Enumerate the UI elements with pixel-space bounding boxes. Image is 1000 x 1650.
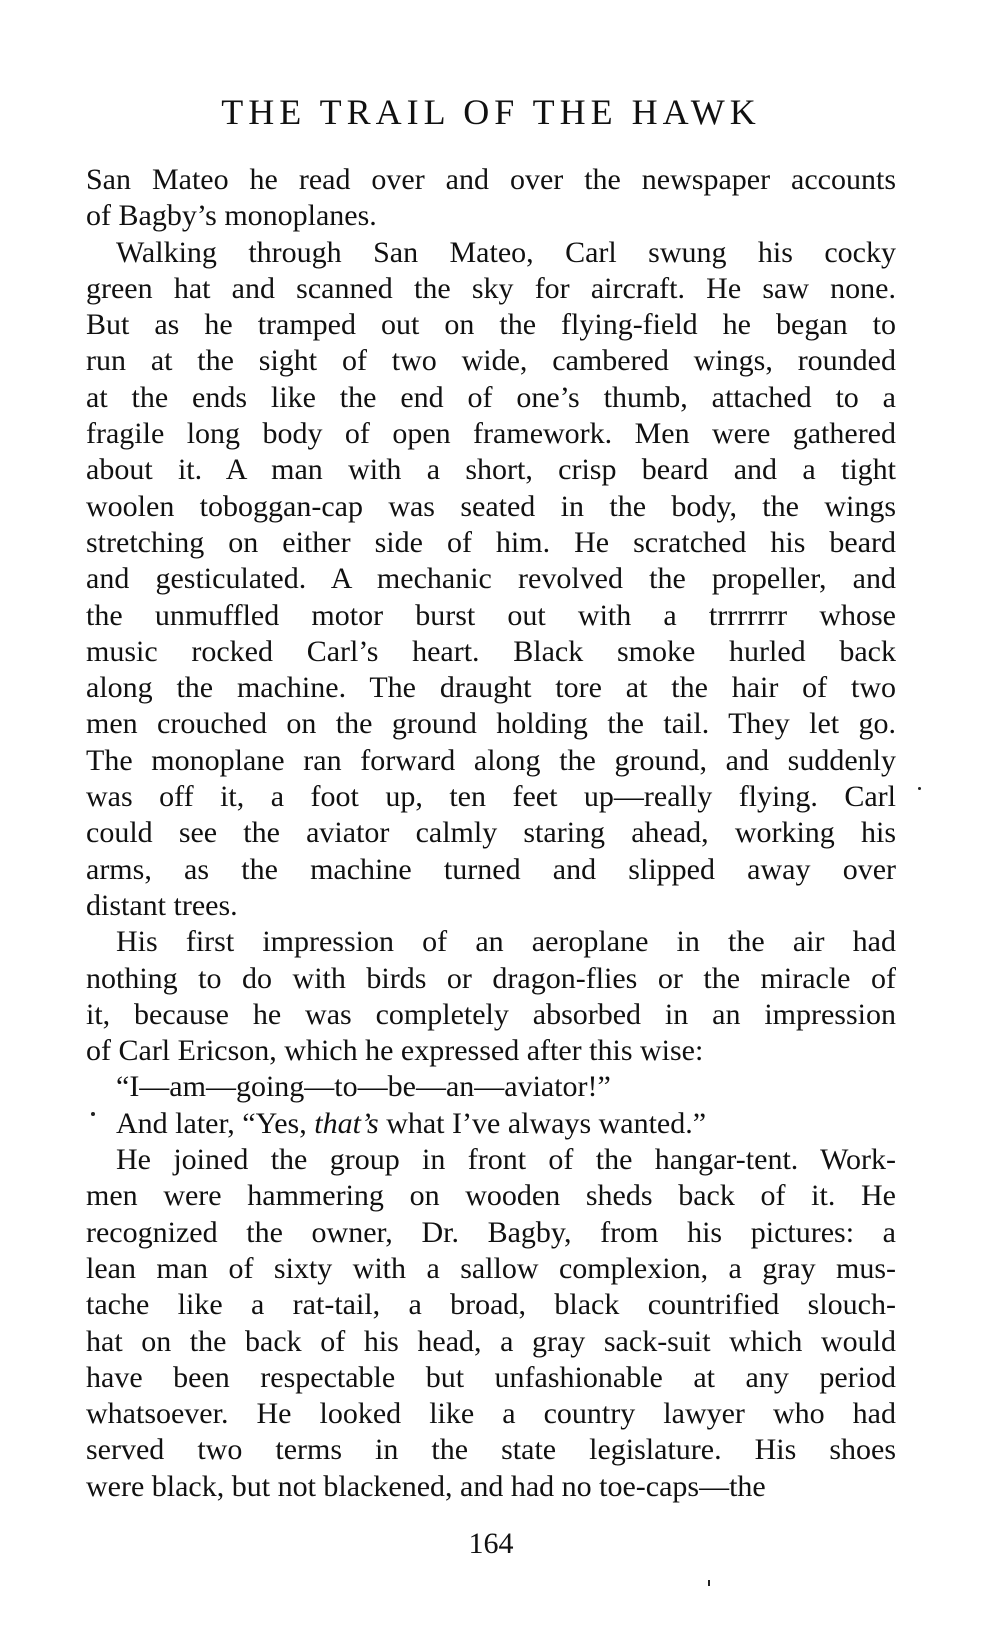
text-line: have been respectable but unfashionable at any period [86, 1360, 896, 1394]
text-line: woolen toboggan-cap was seated in the body, the wings [86, 489, 896, 523]
text-line: it, because he was completely absorbed in an impression [86, 997, 896, 1031]
running-head: THE TRAIL OF THE HAWK [221, 92, 761, 132]
text-line: whatsoever. He looked like a country lawyer who had [86, 1397, 896, 1431]
text-line: could see the aviator calmly staring ahead, working his [86, 816, 896, 850]
text-line: The monoplane ran forward along the ground, and suddenly [86, 743, 896, 777]
text-line: And later, “Yes, that’s what I’ve always wanted.” [116, 1106, 707, 1140]
text-line: But as he tramped out on the flying-field he began to [86, 308, 896, 342]
text-line: was off it, a foot up, ten feet up—really flying. Carl [86, 780, 896, 814]
text-line: arms, as the machine turned and slipped away over [86, 852, 896, 886]
text-line: stretching on either side of him. He scratched his beard [86, 525, 896, 559]
text-line: of Bagby’s monoplanes. [86, 199, 377, 233]
text-line: at the ends like the end of one’s thumb, attached to a [86, 380, 896, 414]
text-line: hat on the back of his head, a gray sack-suit which would [86, 1324, 896, 1358]
text-line: of Carl Ericson, which he expressed after this wise: [86, 1034, 704, 1068]
text-line: San Mateo he read over and over the newspaper accounts [86, 163, 896, 196]
scan-speck [918, 787, 921, 790]
text-line: He joined the group in front of the hangar-tent. Work- [116, 1143, 896, 1177]
text-line: were black, but not blackened, and had no toe-caps—the [86, 1469, 766, 1503]
text-line: about it. A man with a short, crisp beard and a tight [86, 453, 896, 487]
italic-word: that’s [314, 1106, 379, 1140]
text-line: along the machine. The draught tore at the hair of two [86, 671, 896, 705]
text-line: “I—am—going—to—be—an—aviator!” [116, 1070, 611, 1104]
text-line: the unmuffled motor burst out with a trrrrrrr whose [86, 598, 896, 632]
text-line: fragile long body of open framework. Men were gathered [86, 417, 896, 451]
page-number: 164 [468, 1527, 514, 1560]
text-line: His first impression of an aeroplane in the air had [116, 925, 896, 959]
text-line: lean man of sixty with a sallow complexion, a gray mus- [86, 1251, 896, 1285]
text-line: nothing to do with birds or dragon-flies or the miracle of [86, 961, 896, 995]
text-line: run at the sight of two wide, cambered wings, rounded [86, 344, 896, 378]
scan-speck [708, 1580, 710, 1586]
text-line: music rocked Carl’s heart. Black smoke hurled back [86, 634, 896, 668]
text-line: served two terms in the state legislature. His shoes [86, 1433, 896, 1467]
text-line: distant trees. [86, 888, 238, 922]
text-line: tache like a rat-tail, a broad, black countrified slouch- [86, 1288, 896, 1322]
text-line: green hat and scanned the sky for aircraft. He saw none. [86, 271, 896, 305]
text-line: men crouched on the ground holding the tail. They let go. [86, 707, 896, 741]
text-line: recognized the owner, Dr. Bagby, from his pictures: a [86, 1215, 896, 1249]
text-line: Walking through San Mateo, Carl swung his cocky [116, 235, 896, 269]
book-page [86, 0, 896, 1650]
text-line: and gesticulated. A mechanic revolved the propeller, and [86, 562, 896, 596]
body-text [86, 162, 896, 1505]
scan-speck [91, 1112, 95, 1116]
text-line: men were hammering on wooden sheds back of it. He [86, 1179, 896, 1213]
